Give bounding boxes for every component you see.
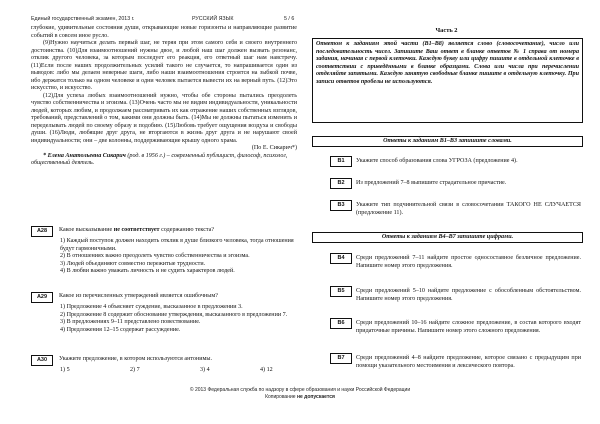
question-text-b4: Среди предложений 7–11 найдите простое односоставное безличное предложение. Напишите номер этого предложения. xyxy=(356,255,581,269)
section-header-words: Ответы к заданиям В1–В3 запишите словами. xyxy=(312,136,583,147)
question-a30 xyxy=(31,355,297,377)
question-text-b5: Среди предложений 5–10 найдите предложение с обособленным обстоятельством. Напишите номер этого предложения. xyxy=(356,288,581,302)
text-paragraph-2: (9)Нужно научиться делать первый шаг, не теряя при этом самого себя и своего внутреннего достоинства. (10)Для взаимоотношений нужны двое, и любой наш шаг должен вызвать резонанс, отклик другого человека, за которым последует его реакция, его ответный шаг нам навстречу. (11)Если после наших продолжительных усилий такого не случается, то напрашивается один из выводов: либо мы делаем неверные шаги, либо наши взаимоотношения строятся на зыбкой почве, ибо держатся только на одном человеке и одни человек пытается вывести их на верный путь. (12)Это искусство, и искусство. xyxy=(31,40,297,91)
question-text-b7: Среди предложений 4–8 найдите предложение, которое связано с предыдущим при помощи указательного местоимения и лексического повтора. xyxy=(356,355,581,369)
text-paragraph-1: глубокие, удивительные состояния души, открывающие новые горизонты и направляющие развитие событий в совсем иное русло. xyxy=(31,25,297,39)
answer-option[interactable]: 1) Каждый поступок должен находить отклик в душе близкого человека, тогда отношения будут гармоничными. xyxy=(60,238,294,252)
answer-option[interactable]: 1) Предложение 4 объясняет суждение, высказанное в предложении 3. xyxy=(60,304,243,310)
part2-instructions: Ответом к заданиям этой части (В1–В8) является слово (словосочетание), число или последовательность чисел. Запишите Ваш ответ в бланке ответов № 1 справа от номера задания, начиная с первой клеточки. Каждую букву или цифру пишите в отдельной клеточке в соответствии с приведёнными в бланке образцами. Слова или числа при перечислении отделяйте запятыми. Каждую занятую свободные бланке пишите в отдельную клеточку. При записи ответов пробелы не используются. xyxy=(316,41,579,85)
question-number: A29 xyxy=(31,292,53,303)
answer-option[interactable]: 4) Предложения 12–15 содержат рассуждение. xyxy=(60,326,181,333)
text-paragraph-3: (12)Для успеха любых взаимоотношений нужно, чтобы обе стороны пытались преодолеть чувство собственничества и эгоизма. (13)Очень часто мы не видим индивидуальности, уникальности людей, которых любим, и продолжаем рассматривать их как отражение наших собственных взглядов, требований, представлений о том, какими они должны быть. (14)Мы не должны пытаться изменить и переделывать людей по своему образу и подобию. (15)Любовь требует ощущения воздуха и свободы души. (16)Люди, любящие друг друга, не вторгаются в жизнь друг друга и не нарушают своей индивидуальности; они – две колонны, поддерживающие крышу одного храма. xyxy=(31,92,297,144)
question-a28 xyxy=(31,226,297,282)
section-header-digits: Ответы к заданиям В4–В7 запишите цифрами. xyxy=(312,232,583,243)
answer-options xyxy=(60,238,296,276)
question-text-b1: Укажите способ образования слова УГРОЗА (предложение 4). xyxy=(356,158,518,164)
answer-option[interactable]: 3) 4 xyxy=(200,367,210,373)
footer-copyright: © 2013 Федеральная служба по надзору в сфере образования и науки Российской Федерации xyxy=(189,387,411,393)
answer-option[interactable]: 1) 5 xyxy=(60,367,70,373)
part2-instructions-frame xyxy=(312,38,583,123)
question-number-b5: B5 xyxy=(330,286,352,297)
part2-title: Часть 2 xyxy=(435,27,458,34)
text-signature: (По Е. Сикарич*) xyxy=(251,145,297,151)
author-description: (род. в 1956 г.) – современный публицист, философ, психолог, общественный деятель. xyxy=(31,152,288,166)
question-text-emphasis: не соответствует xyxy=(113,227,160,233)
subject-title: РУССКИЙ ЯЗЫК xyxy=(192,16,234,22)
reading-text xyxy=(31,25,297,168)
answer-option[interactable]: 2) Предложение 8 содержит обоснование утверждения, высказанного в предложении 7. xyxy=(60,311,288,318)
question-number: A28 xyxy=(31,226,53,237)
page-number: 5 / 6 xyxy=(284,16,295,22)
answer-option[interactable]: 3) Людей объединяют совместно пережитые трудности. xyxy=(60,260,206,267)
answer-option[interactable]: 3) В предложениях 9–11 представлено повествование. xyxy=(60,319,201,325)
question-number-b3: B3 xyxy=(330,200,352,211)
question-text: Какое из перечисленных утверждений является ошибочным? xyxy=(59,293,218,299)
footer-copy-bold: не допускается xyxy=(296,394,335,400)
footer-copy-pre: Копирование xyxy=(265,394,297,400)
answer-option[interactable]: 2) 7 xyxy=(130,367,140,373)
question-text-b6: Среди предложений 10–16 найдите сложное предложение, в состав которого входят придаточные причины. Напишите номер этого сложного предложения. xyxy=(356,320,581,334)
question-text-b2: Из предложений 7–8 выпишите страдательное причастие. xyxy=(356,180,507,186)
footer-copy-notice xyxy=(0,394,600,400)
question-number: A30 xyxy=(31,355,53,366)
question-number-b2: B2 xyxy=(330,178,352,189)
question-number-b7: B7 xyxy=(330,353,352,364)
answer-options xyxy=(60,304,296,334)
question-text-pre: Какое высказывание xyxy=(59,227,114,233)
exam-title: Единый государственный экзамен, 2013 г. xyxy=(31,16,135,22)
question-number-b4: B4 xyxy=(330,253,352,264)
question-number-b6: B6 xyxy=(330,318,352,329)
answer-option[interactable]: 4) 12 xyxy=(260,367,273,373)
question-text-post: содержанию текста? xyxy=(159,227,215,233)
question-text-b3: Укажите тип подчинительной связи в словосочетании ТАКОГО НЕ СЛУЧАЕТСЯ (предложение 11). xyxy=(356,202,581,216)
question-number-b1: B1 xyxy=(330,156,352,167)
answer-option[interactable]: 4) В любви важно уважать личность и не судить характеров людей. xyxy=(60,268,235,274)
question-a29 xyxy=(31,292,297,346)
answer-option[interactable]: 2) В отношениях важно преодолеть чувство собственничества и эгоизма. xyxy=(60,253,250,259)
question-text: Укажите предложение, в котором используются антонимы. xyxy=(59,356,212,362)
author-note xyxy=(31,153,297,168)
question-text xyxy=(59,227,297,235)
author-name: * Елена Анатольевна Сикарич xyxy=(43,152,126,159)
